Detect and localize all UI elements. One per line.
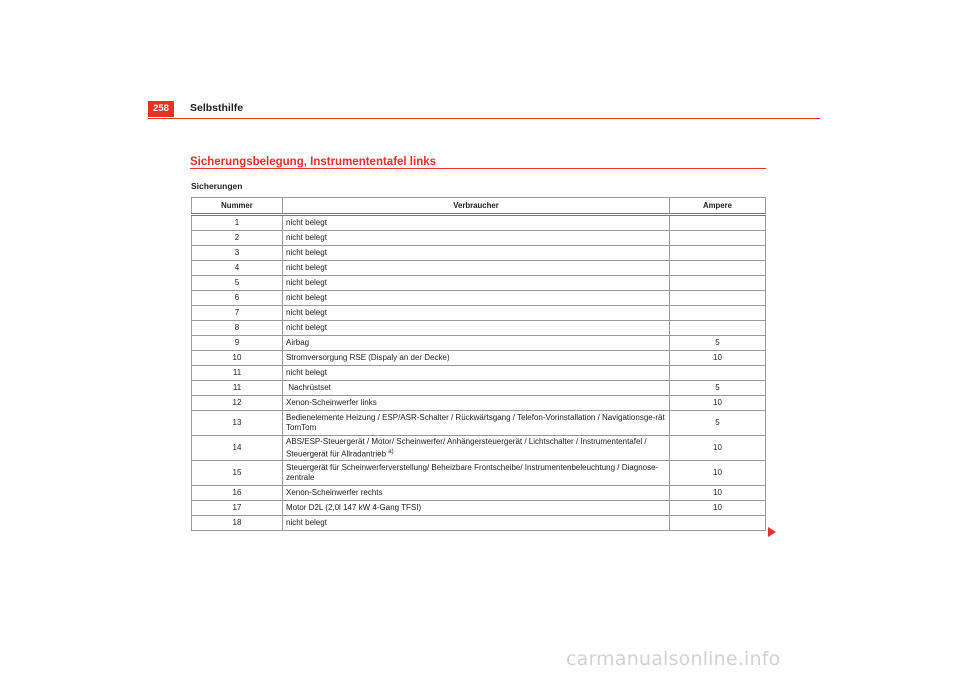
cell-nummer: 1 bbox=[192, 215, 283, 231]
cell-verbraucher: Airbag bbox=[283, 336, 670, 351]
cell-verbraucher: nicht belegt bbox=[283, 516, 670, 531]
cell-ampere bbox=[670, 291, 766, 306]
cell-ampere: 10 bbox=[670, 351, 766, 366]
footnote-marker: a) bbox=[388, 448, 394, 455]
cell-ampere bbox=[670, 261, 766, 276]
cell-nummer: 8 bbox=[192, 321, 283, 336]
column-header-verbraucher: Verbraucher bbox=[283, 198, 670, 215]
table-row bbox=[192, 516, 766, 531]
table-row bbox=[192, 486, 766, 501]
cell-verbraucher: nicht belegt bbox=[283, 276, 670, 291]
cell-verbraucher: Bedienelemente Heizung / ESP/ASR-Schalter / Rückwärtsgang / Telefon-Vorinstallation / Navigationsge-rät TomTom bbox=[283, 411, 670, 436]
cell-ampere bbox=[670, 215, 766, 231]
table-row bbox=[192, 336, 766, 351]
cell-verbraucher: nicht belegt bbox=[283, 246, 670, 261]
table-row bbox=[192, 396, 766, 411]
table-row bbox=[192, 381, 766, 396]
cell-nummer: 17 bbox=[192, 501, 283, 516]
page-number: 258 bbox=[148, 101, 174, 117]
header-divider bbox=[148, 118, 820, 119]
cell-verbraucher: Motor D2L (2,0l 147 kW 4-Gang TFSI) bbox=[283, 501, 670, 516]
table-row bbox=[192, 321, 766, 336]
table-row bbox=[192, 501, 766, 516]
page-title: Sicherungsbelegung, Instrumententafel links bbox=[190, 156, 437, 168]
cell-verbraucher: nicht belegt bbox=[283, 306, 670, 321]
page-header bbox=[148, 101, 820, 119]
title-divider bbox=[190, 168, 766, 169]
cell-nummer: 16 bbox=[192, 486, 283, 501]
cell-ampere: 10 bbox=[670, 436, 766, 461]
cell-verbraucher: nicht belegt bbox=[283, 231, 670, 246]
cell-ampere: 5 bbox=[670, 336, 766, 351]
cell-verbraucher: Steuergerät für Scheinwerferverstellung/ Beheizbare Frontscheibe/ Instrumentenbeleuchtung / Diagnose-zentrale bbox=[283, 461, 670, 486]
cell-nummer: 7 bbox=[192, 306, 283, 321]
table-row bbox=[192, 351, 766, 366]
cell-nummer: 6 bbox=[192, 291, 283, 306]
table-row bbox=[192, 231, 766, 246]
table-row bbox=[192, 436, 766, 461]
table-row bbox=[192, 276, 766, 291]
cell-nummer: 11 bbox=[192, 366, 283, 381]
section-title: Selbsthilfe bbox=[190, 102, 244, 114]
cell-nummer: 4 bbox=[192, 261, 283, 276]
cell-ampere bbox=[670, 231, 766, 246]
cell-verbraucher: Nachrüstset bbox=[283, 381, 670, 396]
cell-nummer: 14 bbox=[192, 436, 283, 461]
cell-ampere: 5 bbox=[670, 381, 766, 396]
cell-verbraucher: nicht belegt bbox=[283, 215, 670, 231]
cell-ampere: 5 bbox=[670, 411, 766, 436]
table-row bbox=[192, 366, 766, 381]
table-row bbox=[192, 246, 766, 261]
table-row bbox=[192, 461, 766, 486]
cell-ampere: 10 bbox=[670, 396, 766, 411]
table-row bbox=[192, 411, 766, 436]
cell-verbraucher: Xenon-Scheinwerfer links bbox=[283, 396, 670, 411]
cell-nummer: 15 bbox=[192, 461, 283, 486]
cell-verbraucher: Xenon-Scheinwerfer rechts bbox=[283, 486, 670, 501]
cell-nummer: 5 bbox=[192, 276, 283, 291]
cell-nummer: 18 bbox=[192, 516, 283, 531]
cell-ampere bbox=[670, 276, 766, 291]
cell-verbraucher: nicht belegt bbox=[283, 366, 670, 381]
cell-nummer: 10 bbox=[192, 351, 283, 366]
table-caption: Sicherungen bbox=[191, 181, 243, 191]
cell-nummer: 11 bbox=[192, 381, 283, 396]
cell-nummer: 12 bbox=[192, 396, 283, 411]
cell-nummer: 3 bbox=[192, 246, 283, 261]
triangle-right-icon[interactable] bbox=[768, 527, 776, 537]
cell-verbraucher: Stromversorgung RSE (Dispaly an der Decke) bbox=[283, 351, 670, 366]
fuse-table bbox=[191, 197, 766, 531]
column-header-nummer: Nummer bbox=[192, 198, 283, 215]
cell-verbraucher bbox=[283, 436, 670, 461]
cell-nummer: 9 bbox=[192, 336, 283, 351]
table-row bbox=[192, 215, 766, 231]
cell-verbraucher: nicht belegt bbox=[283, 291, 670, 306]
cell-verbraucher-text: ABS/ESP-Steuergerät / Motor/ Scheinwerfer/ Anhängersteuergerät / Lichtschalter / Instrumententafel / Steuergerät für Allradantrieb bbox=[286, 436, 647, 459]
cell-verbraucher: nicht belegt bbox=[283, 321, 670, 336]
table-header-row bbox=[192, 198, 766, 215]
cell-verbraucher: nicht belegt bbox=[283, 261, 670, 276]
cell-ampere bbox=[670, 246, 766, 261]
cell-ampere bbox=[670, 516, 766, 531]
cell-ampere bbox=[670, 366, 766, 381]
cell-nummer: 2 bbox=[192, 231, 283, 246]
cell-ampere: 10 bbox=[670, 501, 766, 516]
cell-ampere: 10 bbox=[670, 461, 766, 486]
watermark: carmanualsonline.info bbox=[566, 648, 781, 670]
cell-ampere bbox=[670, 321, 766, 336]
table-row bbox=[192, 261, 766, 276]
column-header-ampere: Ampere bbox=[670, 198, 766, 215]
cell-ampere bbox=[670, 306, 766, 321]
table-row bbox=[192, 291, 766, 306]
cell-nummer: 13 bbox=[192, 411, 283, 436]
cell-ampere: 10 bbox=[670, 486, 766, 501]
table-row bbox=[192, 306, 766, 321]
